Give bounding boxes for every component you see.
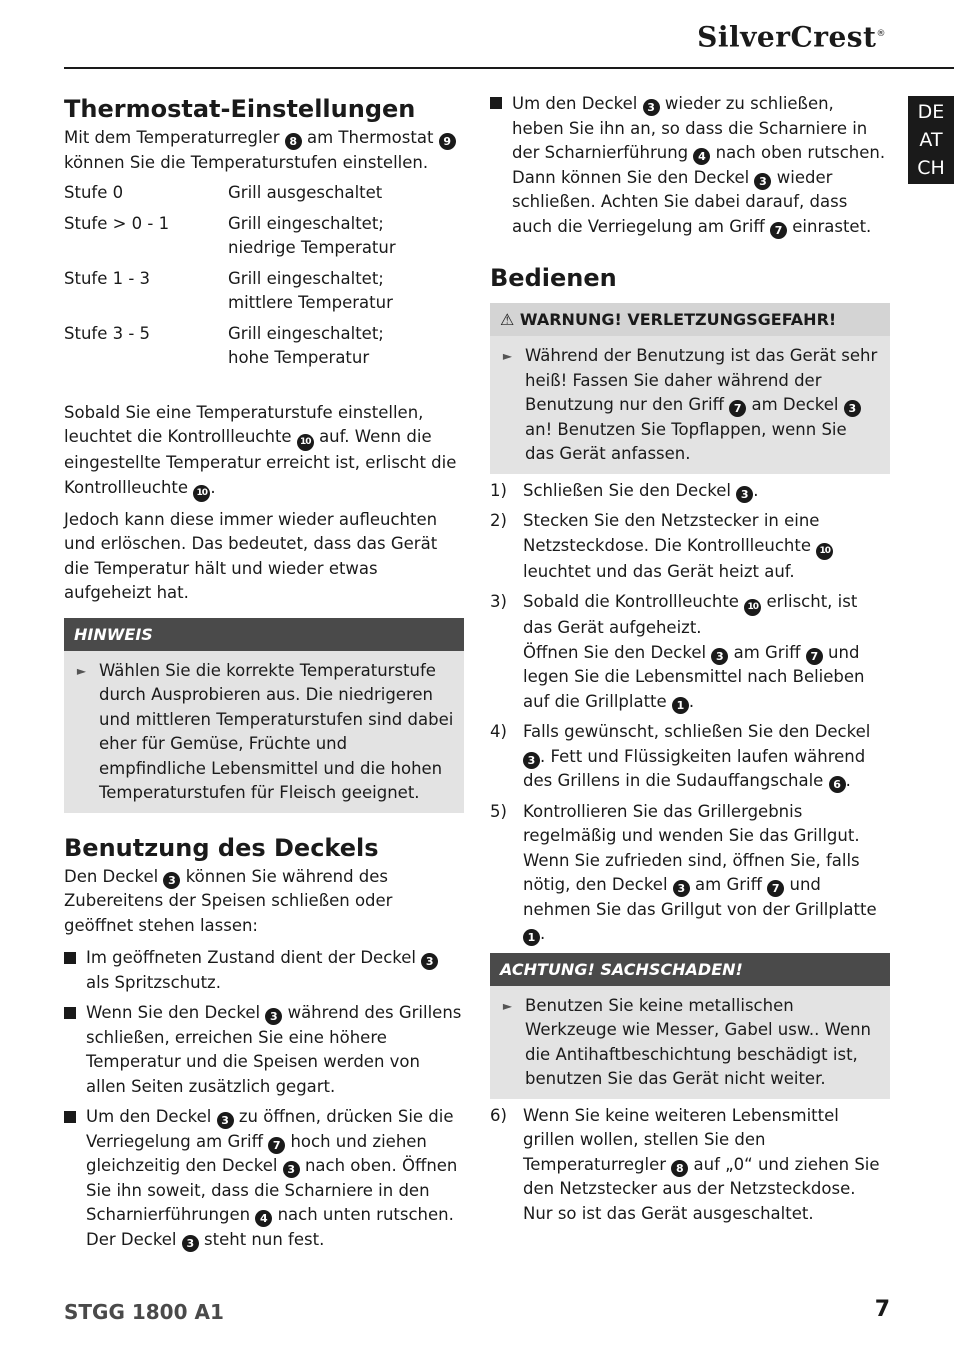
ref-marker: 3 xyxy=(523,752,540,769)
ref-marker: 1 xyxy=(672,697,689,714)
square-bullet-icon xyxy=(64,1111,76,1123)
ref-marker: 6 xyxy=(829,776,846,793)
lid-bullet-list xyxy=(64,946,464,1252)
ref-marker: 3 xyxy=(217,1112,234,1129)
ref-marker: 8 xyxy=(285,133,302,150)
step-item: 6) Wenn Sie keine weiteren Lebensmittel grillen wollen, stellen Sie den Temperaturregler 8 auf „0“ und ziehen Sie den Netzstecker aus der Netzsteckdose. Nur so ist das Gerät ausgeschaltet. xyxy=(490,1105,880,1223)
square-bullet-icon xyxy=(64,1007,76,1019)
caution-title: ACHTUNG! SACHSCHADEN! xyxy=(490,953,890,986)
ref-marker: 3 xyxy=(182,1235,199,1252)
list-item: Wenn Sie den Deckel 3 während des Grillens schließen, erreichen Sie eine höhere Temperatur und die Speisen werden von allen Seiten zusätzlich gegart. xyxy=(64,1001,464,1099)
lang-de: DE xyxy=(917,101,945,123)
warning-box xyxy=(490,303,890,474)
level-table xyxy=(64,181,464,371)
caution-item: ► Benutzen Sie keine metallischen Werkzeuge wie Messer, Gabel usw.. Wenn die Antihaftbeschichtung beschädigt ist, benutzen Sie das Gerät nicht weiter. xyxy=(490,994,890,1092)
right-column xyxy=(490,92,890,1232)
heading-lid: Benutzung des Deckels xyxy=(64,833,379,862)
heading-thermostat: Thermostat-Einstellungen xyxy=(64,95,416,123)
list-item: Um den Deckel 3 wieder zu schließen, heben Sie ihn an, so dass die Scharniere in der Scharnierführung 4 nach oben rutschen. Dann können Sie den Deckel 3 wieder schließen. Achten Sie dabei darauf, dass auch die Verriegelung am Griff 7 einrastet. xyxy=(490,92,890,239)
step-item: 3) Sobald die Kontrollleuchte 10 erlischt, ist das Gerät aufgeheizt. Öffnen Sie den Deckel 3 am Griff 7 und legen Sie die Lebensmittel nach Belieben auf die Grillplatte 1 . xyxy=(490,592,865,712)
warning-item: ► Während der Benutzung ist das Gerät sehr heiß! Fassen Sie daher während der Benutzung nur den Griff 7 am Deckel 3 an! Benutzen Sie Topflappen, wenn Sie das Gerät anfassen. xyxy=(490,344,890,467)
heading-operation: Bedienen xyxy=(490,264,617,292)
ref-marker: 7 xyxy=(268,1137,285,1154)
level-row: Stufe > 0 - 1 Grill eingeschaltet; niedrige Temperatur xyxy=(64,213,396,257)
ref-marker: 3 xyxy=(754,173,771,190)
ref-marker: 3 xyxy=(421,953,438,970)
ref-marker: 10 xyxy=(297,434,314,451)
operation-step-6 xyxy=(490,1104,890,1227)
ref-marker: 3 xyxy=(265,1008,282,1025)
step-item: 4) Falls gewünscht, schließen Sie den Deckel 3 . Fett und Flüssigkeiten laufen während des Grillens in die Sudauffangschale 6 . xyxy=(490,722,871,791)
warning-triangle-icon: ⚠ xyxy=(500,310,515,329)
arrow-icon: ► xyxy=(502,349,513,363)
arrow-icon: ► xyxy=(76,663,87,678)
thermostat-para1: Sobald Sie eine Temperaturstufe einstellen, leuchtet die Kontrollleuchte 10 auf. Wenn die eingestellte Temperatur erreicht ist, erlischt die Kontrollleuchte 10 . xyxy=(64,401,464,502)
ref-marker: 7 xyxy=(767,880,784,897)
ref-marker: 10 xyxy=(816,543,833,560)
ref-marker: 4 xyxy=(255,1210,272,1227)
level-row: Stufe 3 - 5 Grill eingeschaltet; hohe Temperatur xyxy=(64,323,384,367)
ref-marker: 7 xyxy=(729,400,746,417)
thermostat-intro: Mit dem Temperaturregler 8 am Thermostat 9 können Sie die Temperaturstufen einstellen. xyxy=(64,126,464,175)
square-bullet-icon xyxy=(490,97,502,109)
brand-logo: SilverCrest® xyxy=(697,20,886,54)
level-row: Stufe 0 Grill ausgeschaltet xyxy=(64,183,383,202)
ref-marker: 10 xyxy=(744,599,761,616)
ref-marker: 7 xyxy=(770,222,787,239)
left-column xyxy=(64,92,464,1258)
ref-marker: 7 xyxy=(806,648,823,665)
model-number: STGG 1800 A1 xyxy=(64,1300,224,1324)
ref-marker: 8 xyxy=(671,1160,688,1177)
lang-ch: CH xyxy=(917,157,945,179)
square-bullet-icon xyxy=(64,952,76,964)
ref-marker: 3 xyxy=(673,880,690,897)
warning-title: ⚠ WARNUNG! VERLETZUNGSGEFAHR! xyxy=(490,303,890,336)
ref-marker: 9 xyxy=(439,133,456,150)
ref-marker: 3 xyxy=(163,872,180,889)
level-row: Stufe 1 - 3 Grill eingeschaltet; mittlere Temperatur xyxy=(64,268,393,312)
header-rule xyxy=(64,67,954,69)
caution-box xyxy=(490,953,890,1099)
thermostat-para2: Jedoch kann diese immer wieder aufleuchten und erlöschen. Das bedeutet, dass das Gerät die Temperatur hält und wieder etwas aufgeheizt hat. xyxy=(64,509,438,602)
ref-marker: 4 xyxy=(693,148,710,165)
step-item: 5) Kontrollieren Sie das Grillergebnis regelmäßig und wenden Sie das Grillgut. Wenn Sie zufrieden sind, öffnen Sie, falls nötig, den Deckel 3 am Griff 7 und nehmen Sie das Grillgut von der Grillplatte 1 . xyxy=(490,801,877,944)
ref-marker: 3 xyxy=(283,1161,300,1178)
ref-marker: 10 xyxy=(193,485,210,502)
lang-at: AT xyxy=(919,129,943,151)
note-title: HINWEIS xyxy=(64,618,464,651)
ref-marker: 1 xyxy=(523,929,540,946)
step-item: 2) Stecken Sie den Netzstecker in eine Netzsteckdose. Die Kontrollleuchte 10 leuchtet und das Gerät heizt auf. xyxy=(490,509,890,584)
list-item: Um den Deckel 3 zu öffnen, drücken Sie die Verriegelung am Griff 7 hoch und ziehen gleichzeitig den Deckel 3 nach oben. Öffnen Sie ihn soweit, dass die Scharniere in den Scharnierführungen 4 nach unten rutschen. Der Deckel 3 steht nun fest. xyxy=(64,1105,464,1252)
page-number: 7 xyxy=(874,1297,890,1322)
note-box xyxy=(64,618,464,813)
lid-close-bullet xyxy=(490,92,890,239)
note-item: ► Wählen Sie die korrekte Temperaturstufe durch Ausprobieren aus. Die niedrigeren und mittleren Temperaturstufen sind dabei eher für Gemüse, Früchte und empfindliche Lebensmittel und die hohen Temperaturstufen für Fleisch geeignet. xyxy=(64,659,464,806)
ref-marker: 3 xyxy=(736,486,753,503)
ref-marker: 3 xyxy=(711,648,728,665)
list-item: Im geöffneten Zustand dient der Deckel 3 als Spritzschutz. xyxy=(64,946,464,995)
step-item: 1) Schließen Sie den Deckel 3 . xyxy=(490,480,759,501)
language-tab xyxy=(908,96,954,184)
ref-marker: 3 xyxy=(643,99,660,116)
operation-steps xyxy=(490,479,890,947)
arrow-icon: ► xyxy=(502,998,513,1013)
ref-marker: 3 xyxy=(844,400,861,417)
lid-intro: Den Deckel 3 können Sie während des Zubereitens der Speisen schließen oder geöffnet stehen lassen: xyxy=(64,866,393,935)
